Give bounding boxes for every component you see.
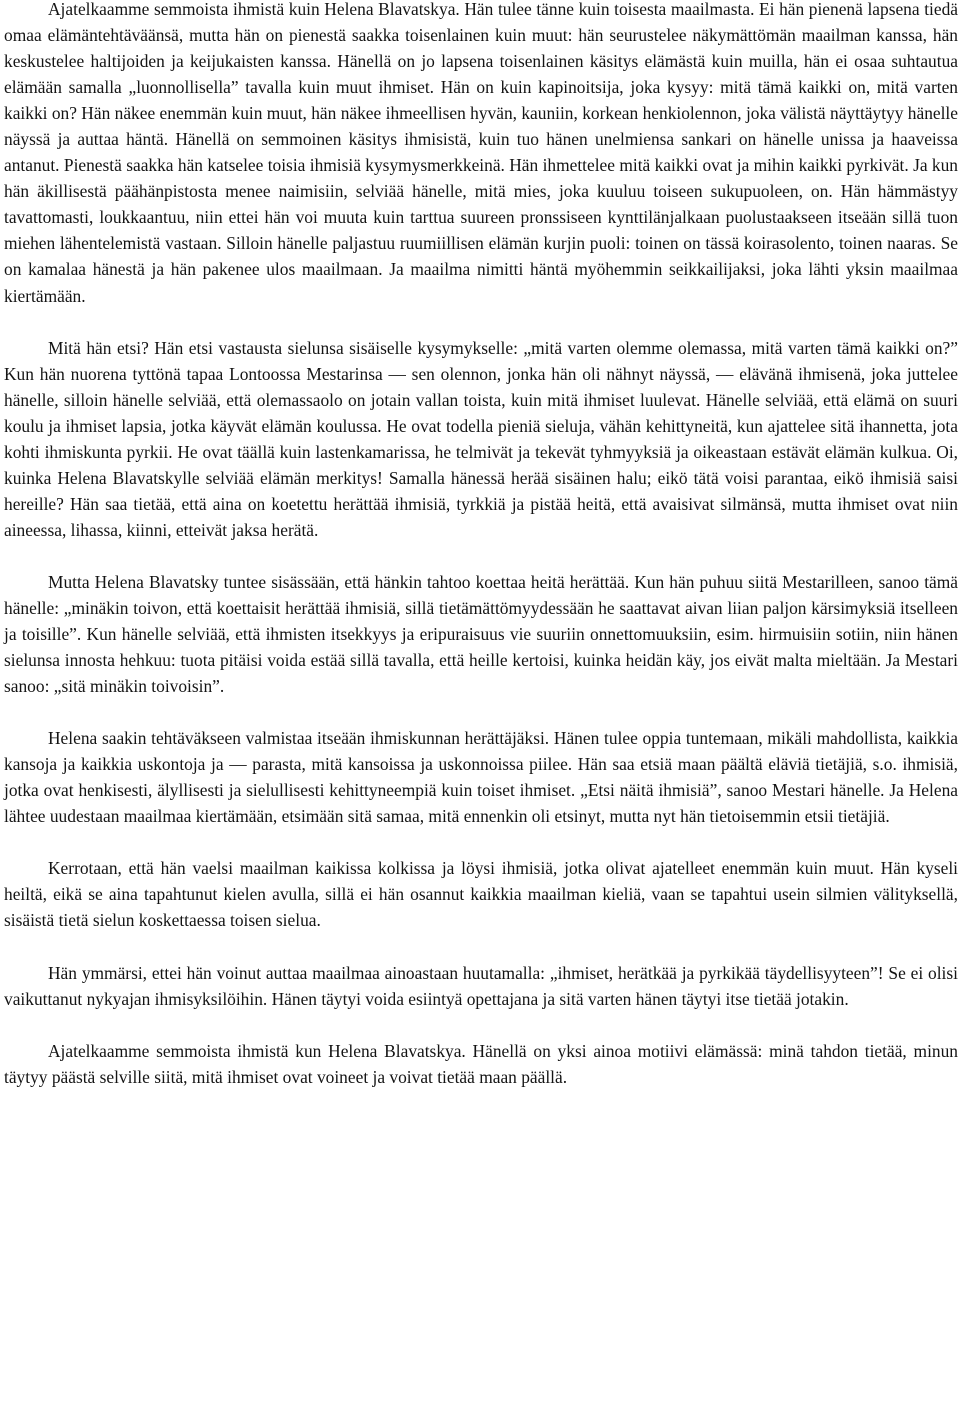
paragraph-4: Helena saakin tehtäväkseen valmistaa itseään ihmiskunnan herättäjäksi. Hänen tulee oppia tuntemaan, mikäli mahdollista, kaikkia kansoja ja kaikkia uskontoja ja — parasta, mitä kansoissa ja uskonnoissa piilee. Hän saa etsiä maan päältä eläviä tietäjiä, s.o. ihmisiä, jotka ovat henkisesti, älyllisesti ja sielullisesti kehittyneempiä kuin toiset ihmiset. „Etsi näitä ihmisiä”, sanoo Mestari hänelle. Ja Helena lähtee uudestaan maailmaa kiertämään, etsimään sitä samaa, mitä ennenkin oli etsinyt, mutta nyt hän tietoisemmin etsii tietäjiä. [4,728,958,827]
paragraph-1: Ajatelkaamme semmoista ihmistä kuin Helena Blavatskya. Hän tulee tänne kuin toisesta maailmasta. Ei hän pienenä lapsena tiedä omaa elämäntehtäväänsä, mutta hän on pienestä saakka toisenlainen kuin muut: hän seurustelee näkymättömän maailman kanssa, hän keskustelee haltijoiden ja keijukaisten kanssa. Hänellä on jo lapsena toisenlainen käsitys elämästä kuin muilla, hän ei osaa suhtautua elämään samalla „luonnollisella” tavalla kuin muut ihmiset. Hän on kuin kapinoitsija, joka kysyy: mitä tämä kaikki on, mitä varten kaikki on? Hän näkee enemmän kuin muut, hän näkee ihmeellisen hyvän, kauniin, korkean henkiolennon, joka välistä näyttäytyy hänelle näyssä ja auttaa häntä. Hänellä on semmoinen käsitys ihmisistä, kuin tuo hänen unelmiensa sankari on hänelle unissa ja haaveissa antanut. Pienestä saakka hän katselee toisia ihmisiä kysymysmerkkeinä. Hän ihmettelee mitä kaikki ovat ja mihin kaikki pyrkivät. Ja kun hän äkillisestä päähänpistosta menee naimisiin, selviää hänelle, mitä mies, joka kuuluu toiseen sukupuoleen, on. Hän hämmästyy tavattomasti, loukkaantuu, niin ettei hän voi muuta kuin tarttua suureen pronssiseen kynttilänjalkaan puolustaakseen itseään sillä tuon miehen lähentelemistä vastaan. Silloin hänelle paljastuu ruumiillisen elämän kurjin puoli: toinen on tässä koirasolento, toinen naaras. Se on kamalaa hänestä ja hän pakenee ulos maailmaan. Ja maailma nimitti häntä myöhemmin seikkailijaksi, joka lähti yksin maailmaa kiertämään. [4,0,958,306]
document-page [4,0,958,1090]
paragraph-3: Mutta Helena Blavatsky tuntee sisässään, että hänkin tahtoo koettaa heitä herättää. Kun hän puhuu siitä Mestarilleen, sanoo tämä hänelle: „minäkin toivon, että koettaisit herättää ihmisiä, sillä tietämättömyydessään he saattavat aivan liian paljon kärsimyksiä itselleen ja toisille”. Kun hänelle selviää, että ihmisten itsekkyys ja eripuraisuus vie suuriin onnettomuuksiin, esim. hirmuisiin sotiin, niin hänen sielunsa innosta hehkuu: tuota pitäisi voida estää sillä tavalla, että heille kertoisi, kuinka heidän käy, jos eivät malta mieltään. Ja Mestari sanoo: „sitä minäkin toivoisin”. [4,571,958,697]
paragraph-7: Ajatelkaamme semmoista ihmistä kun Helena Blavatskya. Hänellä on yksi ainoa motiivi elämässä: minä tahdon tietää, minun täytyy päästä selville siitä, mitä ihmiset ovat voineet ja voivat tietää maan päällä. [4,1040,958,1087]
paragraph-2: Mitä hän etsi? Hän etsi vastausta sielunsa sisäiselle kysymykselle: „mitä varten olemme olemassa, mitä varten tämä kaikki on?” Kun hän nuorena tyttönä tapaa Lontoossa Mestarinsa — sen olennon, jonka hän oli nähnyt näyssä, — elävänä ihmisenä, joka juttelee hänelle, silloin hänelle selviää, että olemassaolo on jotain vallan toista, kuin mitä ihmiset luulevat. Hänelle selviää, että elämä on suuri koulu ja ihmiset lapsia, jotka käyvät elämän koulussa. He ovat todella pieniä sieluja, vähän kehittyneitä, kun ajattelee sitä ihannetta, jota kohti ihmiskunta pyrkii. He ovat täällä kuin lastenkamarissa, he telmivät ja tekevät tyhmyyksiä ja oikeastaan estävät elämän kulkua. Oi, kuinka Helena Blavatskylle selviää elämän merkitys! Samalla hänessä herää sisäinen halu; eikö tätä voisi parantaa, eikö ihmisiä saisi hereille? Hän saa tietää, että aina on koetettu herättää ihmisiä, tyrkkiä ja pistää heitä, että avaisivat silmänsä, mutta ihmiset ovat niin aineessa, lihassa, kiinni, etteivät jaksa herätä. [4,337,958,540]
paragraph-5: Kerrotaan, että hän vaelsi maailman kaikissa kolkissa ja löysi ihmisiä, jotka olivat ajatelleet enemmän kuin muut. Hän kyseli heiltä, eikä se aina tapahtunut kielen avulla, sillä ei hän osannut kaikkia maailman kieliä, vaan se tapahtui usein silmien välityksellä, sisäistä tietä sielun koskettaessa toisen sielua. [4,858,958,931]
paragraph-6: Hän ymmärsi, ettei hän voinut auttaa maailmaa ainoastaan huutamalla: „ihmiset, herätkää ja pyrkikää täydellisyyteen”! Se ei olisi vaikuttanut nykyajan ihmisyksilöihin. Hänen täytyi voida esiintyä opettajana ja sitä varten hänen täytyi itse tietää jotakin. [4,962,958,1009]
